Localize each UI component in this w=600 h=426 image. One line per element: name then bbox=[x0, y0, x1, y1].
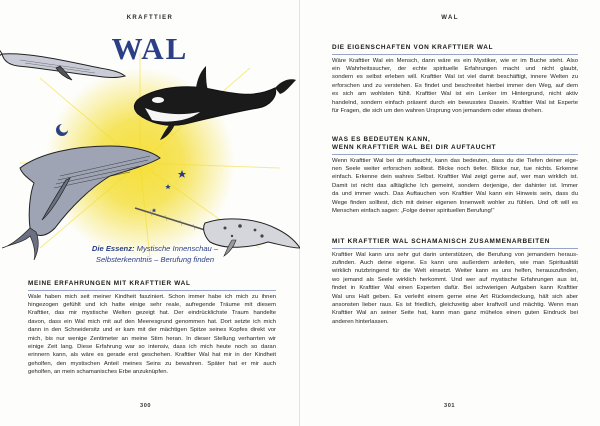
body-line: wo jemand als Seele wirklich herkommt. Und wer auf mystische Erfahrungen aus ist, bbox=[332, 276, 578, 283]
body-line: geholfen, an mein schamanisches Erbe anzuknüpfen. bbox=[28, 369, 169, 376]
section-heading bbox=[332, 136, 578, 155]
heading-line: WAS ES BEDEUTEN KANN, bbox=[332, 136, 431, 143]
right-page bbox=[300, 0, 600, 426]
body-line: Wege finden solltest, dich mit deiner eigenen Innenwelt wohler zu fühlen. Und oft will es bbox=[332, 199, 578, 206]
essence-text-1: Mystische Innenschau – bbox=[134, 244, 219, 253]
body-line: erforschen und zu verstehen. Es findet und beschreitet hierbei immer den Weg, auf dem bbox=[332, 82, 578, 89]
running-head-right: WAL bbox=[441, 15, 459, 21]
body-line: ein Wahrheitssucher, der echte spirituelle Erfahrungen macht und nicht glaubt, bbox=[332, 65, 578, 72]
body-line: Krafttier Wal kann uns sehr gut darin unterstützen, die Berufung von jemandem heraus- bbox=[332, 251, 578, 258]
page-number-right: 301 bbox=[444, 403, 456, 409]
section-heading: MEINE ERFAHRUNGEN MIT KRAFTTIER WAL bbox=[28, 280, 276, 291]
body-line: erinnern kann, als wäre es gerade erst geschehen. Krafttier Wal hat mir in der Kindheit bbox=[28, 352, 276, 359]
section-experiences bbox=[28, 280, 276, 377]
body-line: davon, dass ein Wal mich mit auf den Meeresgrund genommen hat. Dort setzte ich mich bbox=[28, 318, 276, 325]
body-line: Damit ist nicht das alltägliche Ich gemeint, sondern derjenige, der dahinter ist. Immer bbox=[332, 182, 578, 189]
section-heading bbox=[332, 238, 578, 249]
section-body bbox=[332, 57, 578, 116]
body-line: mich, bis nur wenige Zentimeter an meine Stirn heran. In dieser Stellung verharrten wir bbox=[28, 335, 276, 342]
body-line: Krafttier, das mir mystische Welten gezeigt hat. Der eindrücklichste Traum handelte bbox=[28, 310, 276, 317]
body-line: einfach. Erkenne dein wahres Selbst. Krafttier Wal zeigt gerne auf, wer man wirklich ist. bbox=[332, 174, 578, 181]
body-line: findet in Krafttier Wal einen Experten dafür. Bei schwierigen Aufgaben kann Krafttier bbox=[332, 285, 578, 292]
body-line: da und immer wach. Das Auftauchen von Krafttier Wal kann ein Hinweis sein, dass du bbox=[332, 191, 578, 198]
body-line: hingezogen gefühlt und ich hatte einige sehr reale, aufregende Träume mit diesem bbox=[28, 301, 276, 308]
body-line: dann in den Schneidersitz und er kam mit der mächtigen Spitze seines Kopfes direkt vor bbox=[28, 327, 276, 334]
page-number-left: 300 bbox=[140, 403, 152, 409]
body-line: einige Zeit lang. Diese Erfahrung war so intensiv, dass ich mich heute noch so daran bbox=[28, 343, 276, 350]
body-line: handelnd, sondern einfach präsent durch ein bewusstes Dasein. Krafttier Wal ist Experte bbox=[332, 99, 578, 106]
body-line: für Fragen, die sich um den wahren Ursprung von jemandem oder etwas drehen. bbox=[332, 107, 543, 114]
whale-illustration bbox=[0, 48, 300, 263]
section-body bbox=[332, 157, 578, 216]
body-line: zufinden. Auch deine eigene. Es kann uns außerdem anleiten, wie man Spiritualität bbox=[332, 259, 578, 266]
body-line: Wäre Krafttier Wal ein Mensch, dann wäre es ein Mystiker, wie er im Buche steht. Also bbox=[332, 57, 578, 64]
body-line: Wal uns Halt geben. Es verleiht einem gerne eine Art Rückendeckung, hält sich aber bbox=[332, 293, 578, 300]
body-line: wirklich nutzbringend für die Welt einsetzt. Weiter kann es uns helfen, herauszufinden, bbox=[332, 268, 578, 275]
body-line: Wenn Krafttier Wal bei dir auftaucht, kann das bedeuten, dass du die Tiefen deiner eige- bbox=[332, 157, 578, 164]
section-properties bbox=[332, 44, 578, 115]
essence-text-2: Selbsterkenntnis – Berufung finden bbox=[95, 254, 215, 264]
section-body bbox=[28, 293, 276, 377]
section-meaning bbox=[332, 136, 578, 215]
body-line: Wale haben mich seit meiner Kindheit fasziniert. Schon immer habe ich mich zu ihnen bbox=[28, 293, 276, 300]
heading-line: MIT KRAFTTIER WAL SCHAMANISCH ZUSAMMENARBEITEN bbox=[332, 238, 551, 245]
essence-label: Die Essenz: bbox=[91, 244, 135, 253]
section-shamanic-work bbox=[332, 238, 578, 326]
body-line: anderen hinterlassen. bbox=[332, 318, 389, 325]
heading-line: WENN KRAFTTIER WAL BEI DIR AUFTAUCHT bbox=[332, 144, 497, 151]
essence-box bbox=[40, 244, 270, 265]
body-line: Menschen einfach sagen: „Folge deiner spirituellen Berufung!“ bbox=[332, 207, 495, 214]
heading-line: DIE EIGENSCHAFTEN VON KRAFTTIER WAL bbox=[332, 44, 494, 51]
body-line: es sich am wohlsten fühlt. Krafttier Wal ist ein Lenker im Hintergrund, nicht aktiv bbox=[332, 91, 578, 98]
body-line: ansonsten lieber raus. Es ist friedlich, gleichzeitig aber kraftvoll und mächtig. Wenn man bbox=[332, 301, 578, 308]
body-line: Krafttier Wal an seiner Seite hat, kann man ganz mühelos einen guten Eindruck bei bbox=[332, 310, 578, 317]
section-body bbox=[332, 251, 578, 327]
body-line: sondern es selbst erleben will. Krafttier Wal ist viel damit beschäftigt, innere Welten zu bbox=[332, 74, 578, 81]
page-title: WAL bbox=[111, 31, 189, 66]
section-heading bbox=[332, 44, 578, 55]
body-line: nen Seele weiter erforschen solltest. Blicke noch tiefer. Blicke nur, tue nichts. Erkenne bbox=[332, 165, 578, 172]
blue-whale-top bbox=[0, 48, 125, 80]
running-head-left: KRAFTTIER bbox=[126, 15, 174, 21]
body-line: geholfen, den mystischen Anteil meines Seins zu bewahren. Später hat er mir auch bbox=[28, 360, 276, 367]
